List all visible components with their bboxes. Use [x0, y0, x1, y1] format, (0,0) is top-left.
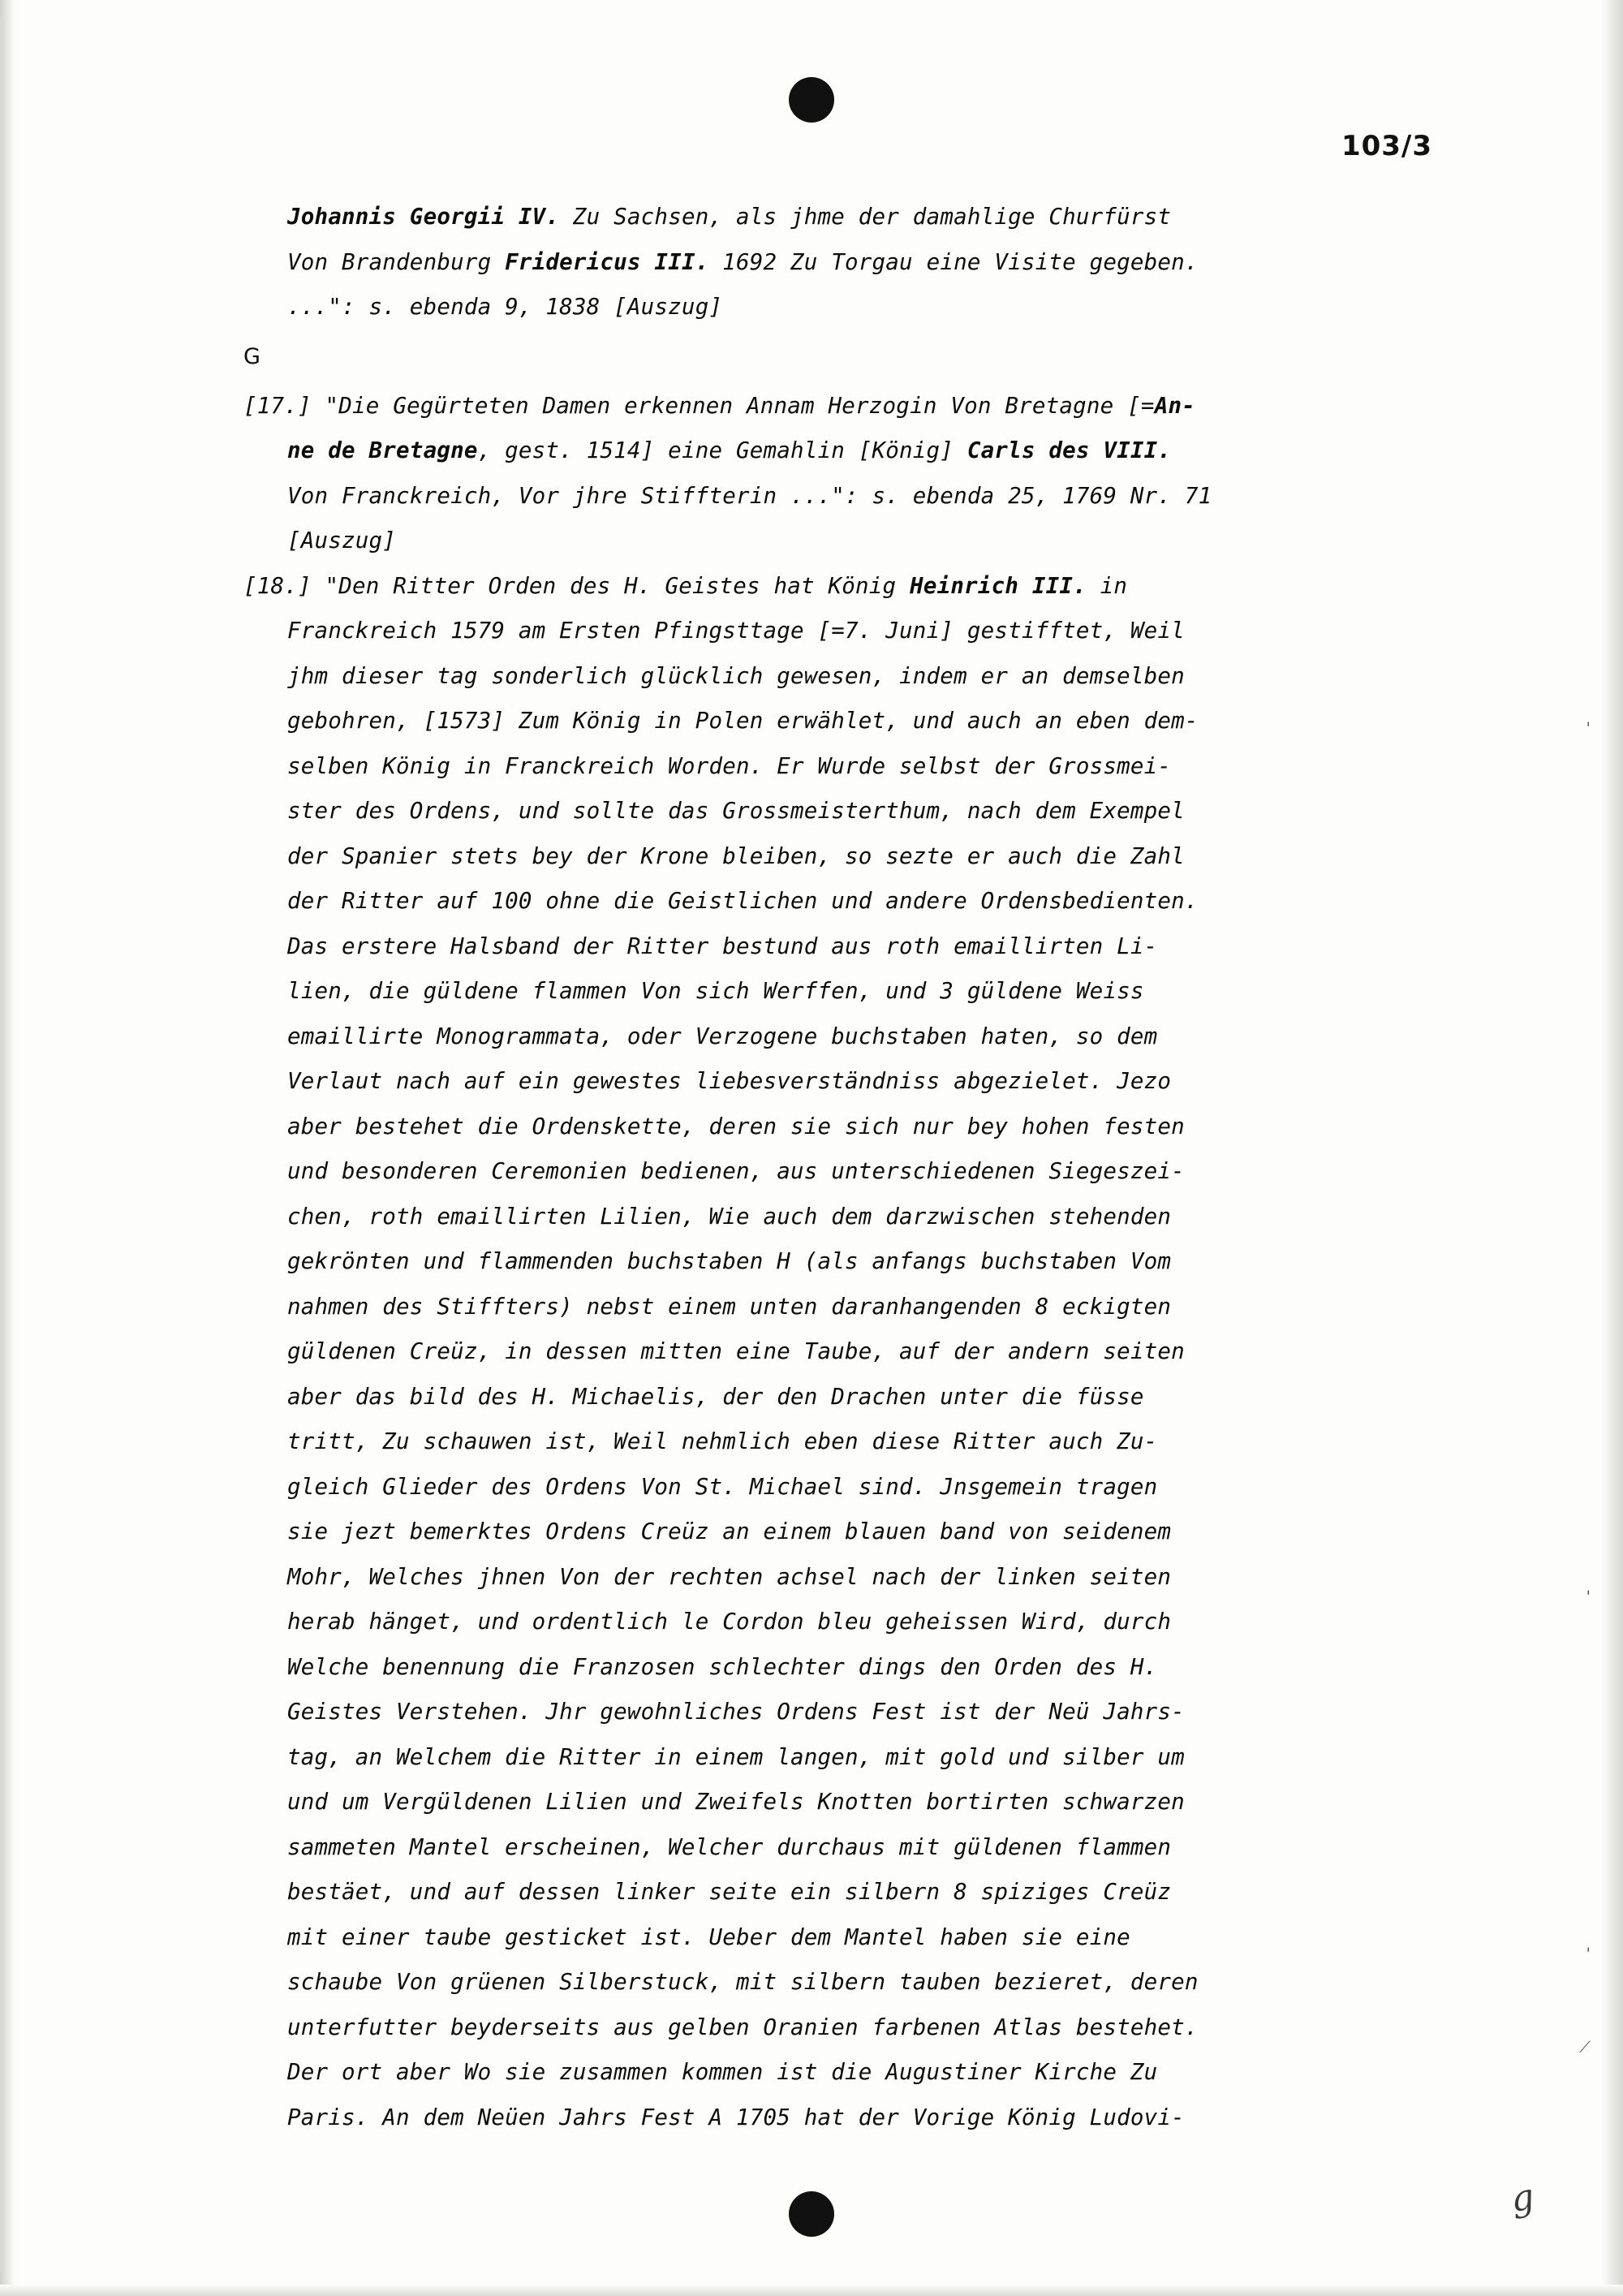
registration-dot-top-icon — [789, 77, 834, 123]
text-line — [243, 1825, 1461, 1871]
text-line — [243, 1419, 1461, 1465]
line-text: mit einer taube gesticket ist. Ueber dem Mantel haben sie eine — [287, 1923, 1130, 1950]
text-line — [243, 969, 1461, 1014]
line-text: aber das bild des H. Michaelis, der den Drachen unter die füsse — [287, 1383, 1144, 1410]
line-text: herab hänget, und ordentlich le Cordon bleu geheissen Wird, durch — [287, 1609, 1172, 1635]
line-text: lien, die güldene flammen Von sich Werffen, und 3 güldene Weiss — [287, 978, 1144, 1004]
text-line — [243, 1285, 1461, 1330]
gutter-mark-2: ' — [1586, 1587, 1591, 1606]
line-text: sie jezt bemerktes Ordens Creüz an einem blauen band von seidenem — [287, 1518, 1172, 1544]
line-text: der Spanier stets bey der Krone bleiben, so sezte er auch die Zahl — [287, 842, 1185, 869]
line-text: [17.] "Die Gegürteten Damen erkennen Annam Herzogin Von Bretagne [= — [243, 392, 1155, 419]
text-line — [243, 1735, 1461, 1781]
gutter-mark-4: ⟋ — [1579, 2037, 1591, 2057]
emphasis-text: An- — [1154, 392, 1195, 419]
emphasis-text: ne de Bretagne — [287, 437, 478, 463]
line-text: , gest. 1514] eine Gemahlin [König] — [477, 437, 967, 463]
line-text: sammeten Mantel erscheinen, Welcher durchaus mit güldenen flammen — [287, 1833, 1172, 1860]
line-text: aber bestehet die Ordenskette, deren sie sich nur bey hohen festen — [287, 1113, 1185, 1139]
text-line — [243, 1149, 1461, 1195]
line-text: gekrönten und flammenden buchstaben H (als anfangs buchstaben Vom — [287, 1248, 1172, 1274]
line-text: nahmen des Stiffters) nebst einem unten daranhangenden 8 eckigten — [287, 1293, 1172, 1320]
line-text: Von Franckreich, Vor jhre Stiffterin ...": s. ebenda 25, 1769 Nr. 71 — [287, 482, 1212, 509]
text-line — [243, 924, 1461, 970]
text-line — [243, 1375, 1461, 1420]
line-text: gleich Glieder des Ordens Von St. Michael sind. Jnsgemein tragen — [287, 1473, 1158, 1500]
line-text: tritt, Zu schauwen ist, Weil nehmlich eben diese Ritter auch Zu- — [287, 1428, 1158, 1454]
text-line — [243, 2096, 1461, 2141]
text-line — [243, 429, 1461, 474]
text-line — [243, 1600, 1461, 1645]
text-line — [243, 195, 1461, 240]
registration-dot-bottom-icon — [789, 2191, 834, 2237]
line-text: 1692 Zu Torgau eine Visite gegeben. — [708, 248, 1199, 275]
line-text: in — [1086, 572, 1128, 599]
line-text: der Ritter auf 100 ohne die Geistlichen und andere Ordensbedienten. — [287, 888, 1199, 914]
text-line — [243, 1105, 1461, 1150]
text-line — [243, 2050, 1461, 2096]
text-line — [243, 1645, 1461, 1691]
line-text: Geistes Verstehen. Jhr gewohnliches Ordens Fest ist der Neü Jahrs- — [287, 1699, 1185, 1725]
text-line — [243, 744, 1461, 790]
text-line — [243, 1329, 1461, 1375]
text-line — [243, 1915, 1461, 1961]
line-text: Zu Sachsen, als jhme der damahlige Churfürst — [559, 204, 1172, 230]
text-line — [243, 1960, 1461, 2005]
emphasis-text: Fridericus III. — [505, 248, 709, 275]
line-text: und besonderen Ceremonien bedienen, aus unterschiedenen Siegeszei- — [287, 1158, 1185, 1184]
text-line — [243, 384, 1461, 429]
text-line — [243, 474, 1461, 519]
text-line — [243, 1510, 1461, 1555]
scan-edge-right — [1602, 0, 1623, 2296]
line-text: und um Vergüldenen Lilien und Zweifels Knotten bortirten schwarzen — [287, 1789, 1185, 1815]
text-line — [243, 1059, 1461, 1105]
gutter-mark-1: ' — [1586, 718, 1591, 738]
scan-edge-bottom — [0, 2285, 1623, 2296]
line-text: bestäet, und auf dessen linker seite ein silbern 8 spiziges Creüz — [287, 1879, 1172, 1905]
text-line — [243, 1555, 1461, 1600]
line-text: [Auszug] — [287, 528, 397, 554]
line-text: emaillirte Monogrammata, oder Verzogene buchstaben haten, so dem — [287, 1023, 1158, 1049]
text-line — [243, 1780, 1461, 1825]
line-text: Franckreich 1579 am Ersten Pfingsttage [=7. Juni] gestifftet, Weil — [287, 618, 1185, 644]
line-text: selben König in Franckreich Worden. Er Wurde selbst der Grossmei- — [287, 752, 1172, 779]
line-text: jhm dieser tag sonderlich glücklich gewesen, indem er an demselben — [287, 662, 1185, 689]
line-text: chen, roth emaillirten Lilien, Wie auch dem darzwischen stehenden — [287, 1203, 1172, 1230]
line-text: gebohren, [1573] Zum König in Polen erwählet, und auch an eben dem- — [287, 708, 1199, 734]
line-text: ...": s. ebenda 9, 1838 [Auszug] — [287, 294, 723, 320]
gutter-mark-3: ' — [1586, 1944, 1591, 1963]
text-line — [243, 2005, 1461, 2051]
text-line — [243, 519, 1461, 564]
line-text: G — [243, 343, 260, 369]
section-marker — [243, 330, 1461, 384]
text-line — [243, 1239, 1461, 1285]
text-line — [243, 285, 1461, 330]
text-line — [243, 834, 1461, 880]
line-text: güldenen Creüz, in dessen mitten eine Taube, auf der andern seiten — [287, 1338, 1185, 1364]
line-text: Der ort aber Wo sie zusammen kommen ist die Augustiner Kirche Zu — [287, 2059, 1158, 2085]
text-line — [243, 564, 1461, 610]
emphasis-text: Heinrich III. — [910, 572, 1087, 599]
emphasis-text: Carls des VIII. — [966, 437, 1172, 463]
line-text: Mohr, Welches jhnen Von der rechten achsel nach der linken seiten — [287, 1563, 1172, 1590]
text-line — [243, 1014, 1461, 1060]
line-text: unterfutter beyderseits aus gelben Oranien farbenen Atlas bestehet. — [287, 2014, 1199, 2040]
page-number: 103/3 — [1341, 130, 1432, 162]
line-text: Von Brandenburg — [287, 248, 506, 275]
line-text: Verlaut nach auf ein gewestes liebesverständniss abgezielet. Jezo — [287, 1068, 1172, 1094]
text-line — [243, 1195, 1461, 1240]
line-text: schaube Von grüenen Silberstuck, mit silbern tauben bezieret, deren — [287, 1969, 1199, 1995]
text-line — [243, 879, 1461, 924]
line-text: [18.] "Den Ritter Orden des H. Geistes hat König — [243, 572, 911, 599]
text-line — [243, 240, 1461, 286]
text-line — [243, 789, 1461, 834]
text-line — [243, 609, 1461, 654]
line-text: Das erstere Halsband der Ritter bestund aus roth emaillirten Li- — [287, 933, 1158, 959]
text-line — [243, 699, 1461, 744]
line-text: tag, an Welchem die Ritter in einem langen, mit gold und silber um — [287, 1743, 1185, 1770]
page-fold-line — [0, 16, 2, 2272]
text-line — [243, 1870, 1461, 1915]
text-line — [243, 654, 1461, 700]
document-body — [243, 195, 1461, 2140]
line-text: Paris. An dem Neüen Jahrs Fest A 1705 hat der Vorige König Ludovi- — [287, 2104, 1185, 2130]
text-line — [243, 1465, 1461, 1510]
line-text: Welche benennung die Franzosen schlechter dings den Orden des H. — [287, 1653, 1158, 1680]
text-line — [243, 1690, 1461, 1735]
line-text: ster des Ordens, und sollte das Grossmeisterthum, nach dem Exempel — [287, 798, 1185, 824]
emphasis-text: Johannis Georgii IV. — [287, 204, 560, 230]
pencil-annotation: g — [1507, 2175, 1538, 2221]
